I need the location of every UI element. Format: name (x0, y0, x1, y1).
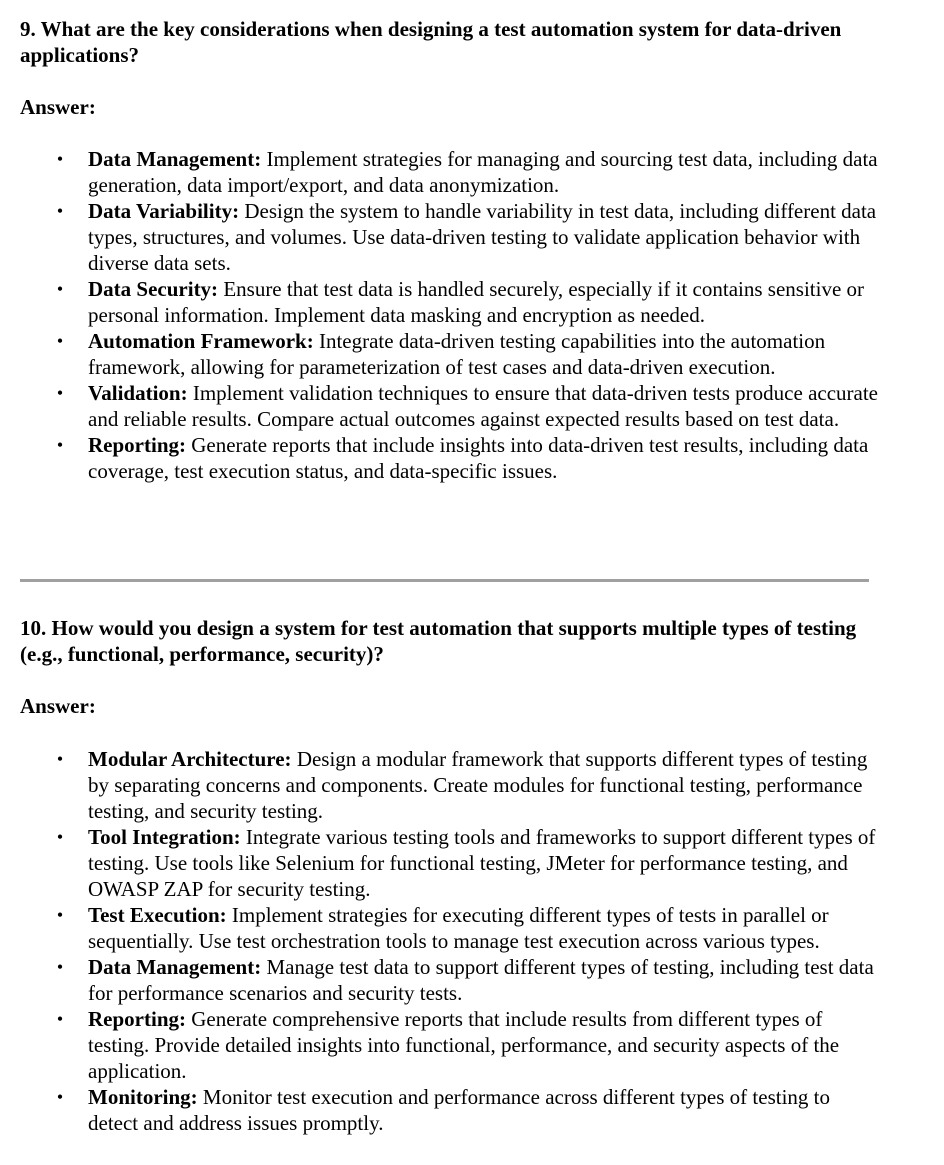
list-item-term: Validation: (88, 381, 188, 405)
list-item (20, 746, 880, 824)
list-item-term: Reporting: (88, 1007, 186, 1031)
list-item-text: Integrate various testing tools and frameworks to support different types of testing. Use tools like Selenium for functional testing, JMeter for performance testing, and OWASP ZAP for security testing. (88, 825, 876, 901)
list-item-text: Manage test data to support different types of testing, including test data for performance scenarios and security tests. (88, 955, 874, 1005)
bullet-icon: • (56, 827, 64, 847)
list-item-term: Monitoring: (88, 1085, 198, 1109)
question-9-title: 9. What are the key considerations when designing a test automation system for data-driven applications? (20, 17, 842, 67)
bullet-icon: • (56, 149, 64, 169)
bullet-icon: • (56, 1087, 64, 1107)
list-item (20, 328, 880, 380)
list-item (20, 902, 880, 954)
question-9-answer-label: Answer: (20, 95, 96, 119)
list-item-term: Modular Architecture: (88, 747, 292, 771)
list-item-text: Design the system to handle variability in test data, including different data types, structures, and volumes. Use data-driven testing to validate application behavior with diverse data sets. (88, 199, 877, 275)
list-item (20, 1006, 880, 1084)
bullet-icon: • (56, 383, 64, 403)
bullet-icon: • (56, 279, 64, 299)
list-item-term: Tool Integration: (88, 825, 241, 849)
question-10-answer-list (20, 746, 880, 1136)
list-item (20, 276, 880, 328)
list-item-term: Test Execution: (88, 903, 227, 927)
section-divider (20, 579, 869, 582)
list-item-term: Data Management: (88, 955, 262, 979)
question-10-answer-label: Answer: (20, 694, 96, 718)
list-item (20, 824, 880, 902)
list-item-text: Design a modular framework that supports different types of testing by separating concerns and components. Create modules for functional testing, performance testing, and security testing. (88, 747, 868, 823)
bullet-icon: • (56, 957, 64, 977)
list-item-text: Implement validation techniques to ensure that data-driven tests produce accurate and reliable results. Compare actual outcomes against expected results based on test data. (88, 381, 878, 431)
bullet-icon: • (56, 749, 64, 769)
question-10-title: 10. How would you design a system for test automation that supports multiple types of testing (e.g., functional, performance, security)? (20, 616, 857, 666)
bullet-icon: • (56, 331, 64, 351)
list-item (20, 432, 880, 484)
list-item-term: Data Variability: (88, 199, 240, 223)
bullet-icon: • (56, 905, 64, 925)
list-item-term: Automation Framework: (88, 329, 314, 353)
list-item (20, 380, 880, 432)
list-item-text: Monitor test execution and performance across different types of testing to detect and address issues promptly. (88, 1085, 830, 1135)
question-9-answer-list (20, 146, 880, 484)
bullet-icon: • (56, 1009, 64, 1029)
bullet-icon: • (56, 435, 64, 455)
bullet-icon: • (56, 201, 64, 221)
list-item-text: Ensure that test data is handled securely, especially if it contains sensitive or personal information. Implement data masking and encryption as needed. (88, 277, 865, 327)
list-item-text: Implement strategies for executing different types of tests in parallel or sequentially. Use test orchestration tools to manage test execution across various types. (88, 903, 829, 953)
list-item-term: Reporting: (88, 433, 186, 457)
list-item-term: Data Management: (88, 147, 262, 171)
list-item-term: Data Security: (88, 277, 219, 301)
list-item (20, 146, 880, 198)
list-item-text: Generate reports that include insights into data-driven test results, including data coverage, test execution status, and data-specific issues. (88, 433, 869, 483)
list-item-text: Integrate data-driven testing capabilities into the automation framework, allowing for parameterization of test cases and data-driven execution. (88, 329, 826, 379)
list-item (20, 954, 880, 1006)
list-item (20, 198, 880, 276)
list-item (20, 1084, 880, 1136)
list-item-text: Generate comprehensive reports that include results from different types of testing. Provide detailed insights into functional, performance, and security aspects of the application. (88, 1007, 840, 1083)
list-item-text: Implement strategies for managing and sourcing test data, including data generation, data import/export, and data anonymization. (88, 147, 878, 197)
